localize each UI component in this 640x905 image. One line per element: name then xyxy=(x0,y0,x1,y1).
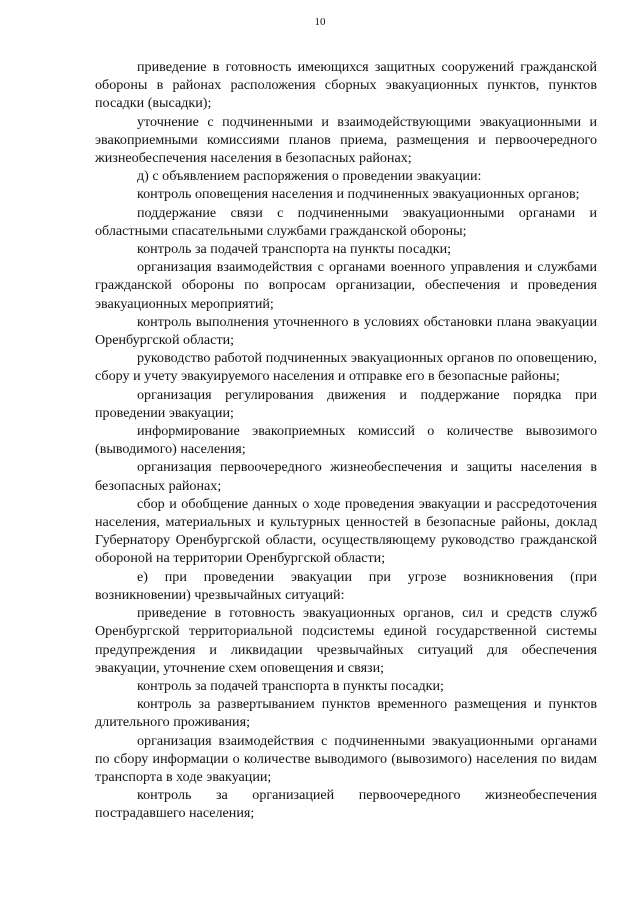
paragraph-2: уточнение с подчиненными и взаимодействующими эвакуационными и эвакоприемными комиссиями планов приема, размещения и первоочередного жизнеобеспечения населения в безопасных районах; xyxy=(95,113,597,167)
page-number: 10 xyxy=(314,16,326,28)
paragraph-6: контроль за подачей транспорта на пункты посадки; xyxy=(137,241,452,258)
paragraph-3: д) с объявлением распоряжения о проведении эвакуации: xyxy=(137,168,482,185)
paragraph-4: контроль оповещения населения и подчиненных эвакуационных органов; xyxy=(137,186,580,203)
paragraph-18: организация взаимодействия с подчиненными эвакуационными органами по сбору информации о количестве выводимого (вывозимого) населения по видам транспорта в ходе эвакуации; xyxy=(95,732,597,785)
paragraph-16: контроль за подачей транспорта в пункты посадки; xyxy=(137,677,444,694)
paragraph-15: приведение в готовность эвакуационных органов, сил и средств служб Оренбургской территориальной подсистемы единой государственной системы предупреждения и ликвидации чрезвычайных ситуаций для обеспечения эвакуации, уточнение схем оповещения и связи; xyxy=(95,605,597,676)
paragraph-17: контроль за развертыванием пунктов временного размещения и пунктов длительного проживания; xyxy=(95,696,597,731)
paragraph-12: организация первоочередного жизнеобеспечения и защиты населения в безопасных районах; xyxy=(95,459,597,494)
paragraph-14: е) при проведении эвакуации при угрозе возникновения (при возникновении) чрезвычайных ситуаций: xyxy=(95,568,597,603)
paragraph-11: информирование эвакоприемных комиссий о количестве вывозимого (выводимого) населения; xyxy=(95,423,597,458)
paragraph-1: приведение в готовность имеющихся защитных сооружений гражданской обороны в районах расположения сборных эвакуационных пунктов, пунктов посадки (высадки); xyxy=(95,59,597,112)
paragraph-9: руководство работой подчиненных эвакуационных органов по оповещению, сбору и учету эвакуируемого населения и отправке его в безопасные районы; xyxy=(95,350,597,385)
paragraph-10: организация регулирования движения и поддержание порядка при проведении эвакуации; xyxy=(95,386,597,421)
paragraph-5: поддержание связи с подчиненными эвакуационными органами и областными спасательными службами гражданской обороны; xyxy=(95,204,597,239)
paragraph-13: сбор и обобщение данных о ходе проведения эвакуации и рассредоточения населения, материальных и культурных ценностей в безопасные районы, доклад Губернатору Оренбургской области, осуществляющему руководство гражданской обороной на территории Оренбургской области; xyxy=(95,495,597,567)
paragraph-8: контроль выполнения уточненного в условиях обстановки плана эвакуации Оренбургской области; xyxy=(95,313,597,349)
paragraph-7: организация взаимодействия с органами военного управления и службами гражданской обороны по вопросам организации, обеспечения и проведения эвакуационных мероприятий; xyxy=(95,259,597,312)
paragraph-19: контроль за организацией первоочередного жизнеобеспечения пострадавшего населения; xyxy=(95,787,597,822)
document-body xyxy=(95,58,597,823)
